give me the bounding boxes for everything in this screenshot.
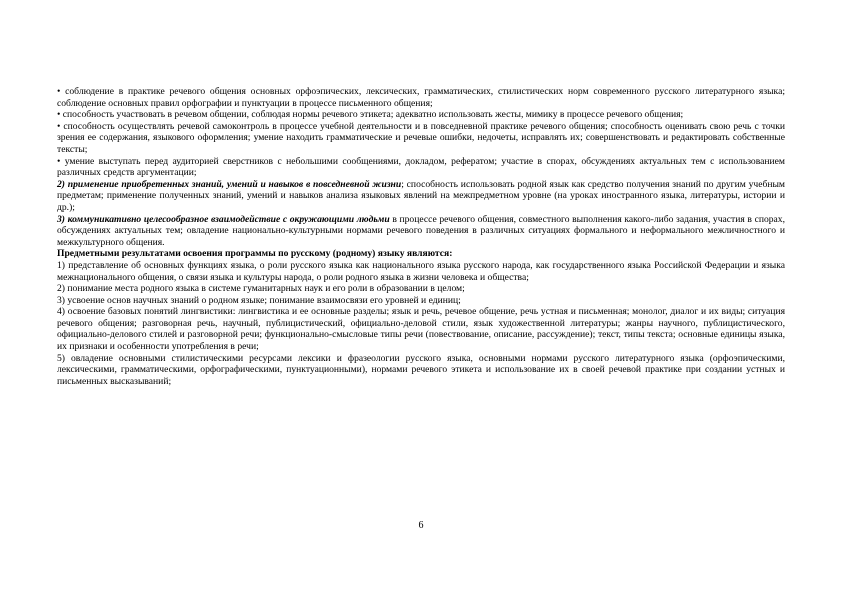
paragraph-text: • способность осуществлять речевой самоконтроль в процессе учебной деятельности и в повседневной практике речевого общения; способность оценивать свою речь с точки зрения ее содержания, языкового оформления; умение находить грамматические и речевые ошибки, недочеты, исправлять их; совершенствовать и редактировать собственные тексты; [57, 120, 785, 155]
paragraph-text: • умение выступать перед аудиторией сверстников с небольшими сообщениями, докладом, рефератом; участие в спорах, обсуждениях актуальных тем с использованием различных средств аргументации; [57, 155, 785, 179]
section-heading [57, 248, 785, 260]
page-number: 6 [418, 520, 424, 531]
paragraph-text: в процессе речевого общения, совместного выполнения какого-либо задания, участия в спорах, обсуждениях актуальных тем; овладение национально-культурными нормами речевого поведения в различных ситуациях формального и неформального межличностного и межкультурного общения. [57, 213, 786, 248]
paragraph-bullet-self-control [57, 121, 785, 156]
paragraph-text: • способность участвовать в речевом общении, соблюдая нормы речевого этикета; адекватно использовать жесты, мимику в процессе речевого общения; [57, 109, 684, 121]
document-body [57, 86, 785, 387]
paragraph-emphasis: 3) коммуникативно целесообразное взаимодействие с окружающими людьми [57, 213, 390, 225]
paragraph-result-4 [57, 306, 785, 352]
paragraph-result-1 [57, 260, 785, 283]
paragraph-text: 4) освоение базовых понятий лингвистики: лингвистика и ее основные разделы; язык и речь, речевое общение, речь устная и письменная; монолог, диалог и их виды; ситуация речевого общения; разговорная речь, научный, публицистический, официально-деловой стили, язык художественной литературы; жанры научного, публицистического, официально-делового стилей и разговорной речи; функционально-смысловые типы речи (повествование, описание, рассуждение); текст, типы текста; основные единицы языка, их признаки и особенности употребления в речи; [57, 306, 785, 353]
paragraph-item-2 [57, 179, 785, 214]
paragraph-bullet-norms [57, 86, 785, 109]
paragraph-result-2 [57, 283, 785, 295]
paragraph-text: 5) овладение основными стилистическими ресурсами лексики и фразеологии русского языка, основными нормами русского литературного языка (орфоэпическими, лексическими, грамматическими, орфографическими, пунктуационными), нормами речевого этикета и использование их в своей речевой практике при создании устных и письменных высказываний; [57, 352, 785, 387]
paragraph-result-5 [57, 353, 785, 388]
paragraph-item-3 [57, 214, 785, 249]
paragraph-text: ; способность использовать родной язык как средство получения знаний по другим учебным предметам; применение полученных знаний, умений и навыков анализа языковых явлений на межпредметном уровне (на уроках иностранного языка, литературы, истории и др.); [57, 178, 785, 213]
paragraph-text: 3) усвоение основ научных знаний о родном языке; понимание взаимосвязи его уровней и единиц; [57, 294, 461, 306]
heading-text: Предметными результатами освоения программы по русскому (родному) языку являются: [57, 248, 453, 260]
paragraph-bullet-public-speaking [57, 156, 785, 179]
paragraph-result-3 [57, 295, 785, 307]
paragraph-emphasis: 2) применение приобретенных знаний, умений и навыков в повседневной жизни [57, 178, 402, 190]
paragraph-text: 2) понимание места родного языка в системе гуманитарных наук и его роли в образовании в целом; [57, 283, 465, 295]
paragraph-bullet-etiquette [57, 109, 785, 121]
paragraph-text: 1) представление об основных функциях языка, о роли русского языка как национального языка русского народа, как государственного языка Российской Федерации и языка межнационального общения, о связи языка и культуры народа, о роли родного языка в жизни человека и общества; [57, 259, 785, 283]
paragraph-text: • соблюдение в практике речевого общения основных орфоэпических, лексических, грамматических, стилистических норм современного русского литературного языка; соблюдение основных правил орфографии и пунктуации в процессе письменного общения; [57, 86, 785, 109]
